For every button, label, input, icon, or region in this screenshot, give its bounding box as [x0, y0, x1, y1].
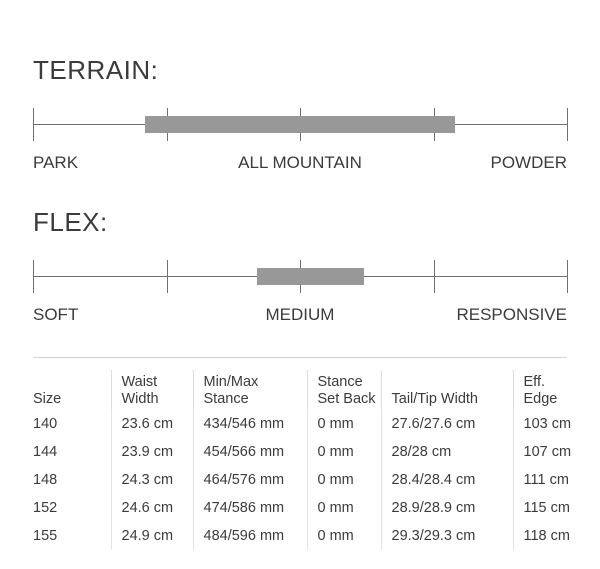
cell-eff-edge: 111 cm	[513, 466, 573, 494]
flex-tick-0	[33, 260, 34, 293]
terrain-label-center: ALL MOUNTAIN	[238, 153, 362, 172]
cell-size: 140	[33, 416, 58, 432]
cell-size: 148	[33, 472, 58, 488]
spec-table-body	[33, 410, 573, 550]
terrain-label-right: POWDER	[490, 153, 567, 172]
flex-section-title: FLEX:	[33, 207, 108, 237]
cell-size: 155	[33, 528, 58, 544]
cell-min-max-stance: 474/586 mm	[193, 494, 307, 522]
spec-table-header-row	[33, 370, 573, 410]
cell-stance-set-back: 0 mm	[307, 410, 381, 438]
flex-tick-4	[567, 260, 568, 293]
cell-waist-width: 23.9 cm	[111, 438, 193, 466]
cell-eff-edge: 115 cm	[513, 494, 573, 522]
table-row	[33, 522, 573, 550]
cell-waist-width: 24.9 cm	[111, 522, 193, 550]
section-divider	[33, 357, 567, 358]
table-row	[33, 494, 573, 522]
terrain-section-title: TERRAIN:	[33, 55, 159, 85]
terrain-label-left: PARK	[33, 153, 79, 172]
terrain-tick-4	[567, 108, 568, 141]
cell-eff-edge: 107 cm	[513, 438, 573, 466]
terrain-range-bar	[145, 116, 455, 133]
cell-eff-edge: 118 cm	[513, 522, 573, 550]
flex-tick-1	[167, 260, 168, 293]
cell-min-max-stance: 454/566 mm	[193, 438, 307, 466]
spec-table-head	[33, 370, 573, 410]
table-row	[33, 466, 573, 494]
terrain-scale-labels	[33, 153, 567, 175]
flex-range-bar	[257, 268, 364, 285]
cell-stance-set-back: 0 mm	[307, 466, 381, 494]
cell-tail-tip-width: 28.4/28.4 cm	[381, 466, 513, 494]
flex-label-center: MEDIUM	[265, 305, 335, 324]
cell-waist-width: 24.3 cm	[111, 466, 193, 494]
terrain-tick-0	[33, 108, 34, 141]
cell-stance-set-back: 0 mm	[307, 522, 381, 550]
flex-scale	[33, 260, 567, 294]
header-waist-width: Waist Width	[111, 370, 193, 410]
flex-tick-3	[434, 260, 435, 293]
cell-waist-width: 24.6 cm	[111, 494, 193, 522]
cell-tail-tip-width: 27.6/27.6 cm	[381, 410, 513, 438]
cell-stance-set-back: 0 mm	[307, 494, 381, 522]
cell-size: 152	[33, 500, 58, 516]
cell-stance-set-back: 0 mm	[307, 438, 381, 466]
cell-eff-edge: 103 cm	[513, 410, 573, 438]
header-tail-tip-width: Tail/Tip Width	[381, 370, 513, 410]
flex-scale-labels	[33, 305, 567, 327]
header-stance-set-back: Stance Set Back	[307, 370, 381, 410]
cell-tail-tip-width: 28/28 cm	[381, 438, 513, 466]
cell-tail-tip-width: 28.9/28.9 cm	[381, 494, 513, 522]
table-row	[33, 410, 573, 438]
cell-tail-tip-width: 29.3/29.3 cm	[381, 522, 513, 550]
flex-label-right: RESPONSIVE	[456, 305, 567, 324]
header-eff-edge: Eff. Edge	[513, 370, 573, 410]
spec-table	[33, 370, 573, 550]
cell-waist-width: 23.6 cm	[111, 410, 193, 438]
cell-size: 144	[33, 444, 58, 460]
cell-min-max-stance: 434/546 mm	[193, 410, 307, 438]
terrain-scale	[33, 108, 567, 142]
header-size: Size	[33, 391, 62, 407]
header-min-max-stance: Min/Max Stance	[193, 370, 307, 410]
table-row	[33, 438, 573, 466]
flex-label-left: SOFT	[33, 305, 79, 324]
cell-min-max-stance: 484/596 mm	[193, 522, 307, 550]
cell-min-max-stance: 464/576 mm	[193, 466, 307, 494]
